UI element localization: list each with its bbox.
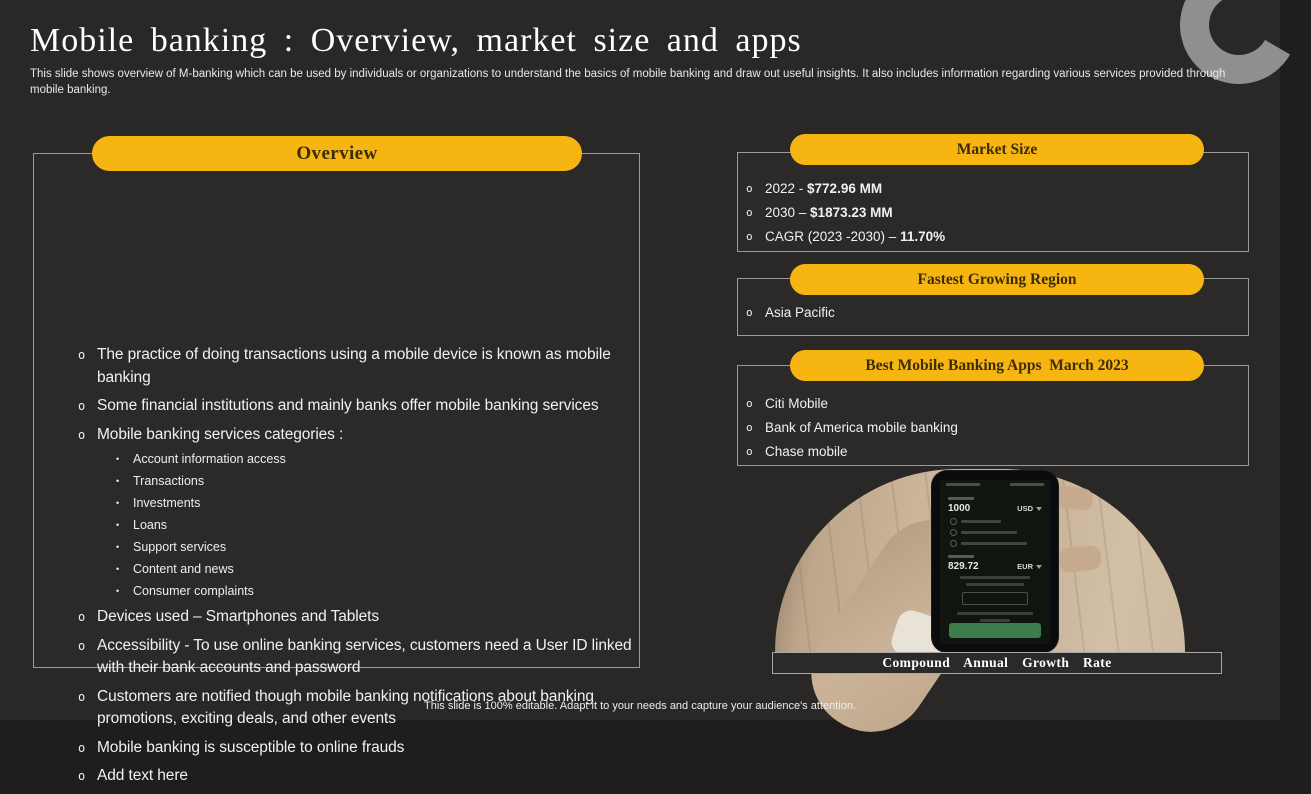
phone-status-bar xyxy=(946,483,1044,489)
list-item xyxy=(746,177,945,201)
send-label-bar xyxy=(948,497,974,500)
send-currency-dropdown: USD xyxy=(1017,504,1042,513)
sub-bullet-text: Content and news xyxy=(133,562,234,576)
info-text-bar xyxy=(960,576,1030,579)
receive-amount: 829.72 xyxy=(948,561,979,572)
bullet-text: Accessibility - To use online banking services, customers need a User ID linked with their bank accounts and password xyxy=(97,636,632,676)
bullet-marker: o xyxy=(746,306,753,319)
chevron-down-icon xyxy=(1036,565,1042,569)
list-item xyxy=(116,580,634,602)
phone-photo xyxy=(775,469,1185,652)
rate-detail-row xyxy=(950,518,1050,525)
list-item xyxy=(78,606,634,629)
list-item xyxy=(746,201,945,225)
market-size-header-label: Market Size xyxy=(956,140,1038,158)
list-item xyxy=(116,448,634,470)
market-size-2030: 2030 – $1873.23 MM xyxy=(765,205,893,220)
fastest-growing-region-header-label: Fastest Growing Region xyxy=(917,270,1077,288)
list-item xyxy=(78,395,634,418)
bullet-text: The practice of doing transactions using a mobile device is known as mobile banking xyxy=(97,346,611,386)
bullet-text: Some financial institutions and mainly banks offer mobile banking services xyxy=(97,397,599,414)
photo-smartphone xyxy=(932,471,1058,652)
bullet-marker: o xyxy=(78,740,86,755)
phone-screen xyxy=(940,480,1050,644)
overview-bullet-list xyxy=(78,344,634,794)
editable-note: This slide is 100% editable. Adapt it to your needs and capture your audience's attention. xyxy=(424,700,856,712)
photo-caption: Compound Annual Growth Rate xyxy=(772,652,1222,674)
slide-description: This slide shows overview of M-banking which can be used by individuals or organizations to understand the basics of mobile banking and draw out useful insights. It also includes information regarding various services provided through mobile banking. xyxy=(30,68,1226,96)
bullet-marker: o xyxy=(746,206,753,219)
list-item xyxy=(116,558,634,580)
list-item xyxy=(746,416,958,440)
photo-finger xyxy=(1052,484,1095,511)
list-item xyxy=(78,635,634,680)
app-name: Bank of America mobile banking xyxy=(765,420,958,435)
list-item xyxy=(116,492,634,514)
receive-row xyxy=(940,561,1050,572)
list-item xyxy=(116,536,634,558)
rate-detail-row xyxy=(950,529,1050,536)
sub-bullet-marker: • xyxy=(116,564,120,574)
bullet-marker: o xyxy=(78,427,86,442)
list-item xyxy=(116,470,634,492)
bullet-marker: o xyxy=(78,399,86,413)
list-item xyxy=(746,225,945,249)
list-item xyxy=(746,392,958,416)
list-item xyxy=(746,440,958,464)
receive-label-bar xyxy=(948,555,974,558)
continue-button xyxy=(949,623,1041,638)
bullet-marker: o xyxy=(746,230,753,243)
sub-bullet-marker: • xyxy=(116,476,120,486)
page-title: Mobile banking : Overview, market size and apps xyxy=(30,22,802,59)
receive-currency-dropdown: EUR xyxy=(1017,562,1042,571)
bullet-marker: o xyxy=(78,638,86,653)
bullet-marker: o xyxy=(746,445,753,458)
bullet-marker: o xyxy=(78,769,86,783)
sub-bullet-marker: • xyxy=(116,498,120,508)
list-item xyxy=(746,301,835,325)
list-item xyxy=(78,344,634,389)
best-apps-header-label: Best Mobile Banking Apps March 2023 xyxy=(865,356,1129,374)
info-text-bar xyxy=(980,619,1010,622)
best-apps-header-pill xyxy=(790,350,1204,381)
market-size-header-pill xyxy=(790,134,1204,165)
bullet-marker: o xyxy=(78,348,86,362)
bullet-text: Mobile banking is susceptible to online frauds xyxy=(97,738,405,756)
sub-bullet-marker: • xyxy=(116,586,120,596)
bullet-marker: o xyxy=(746,421,753,434)
sub-bullet-marker: • xyxy=(116,454,120,464)
overview-header-label: Overview xyxy=(296,142,378,164)
chevron-down-icon xyxy=(1036,507,1042,511)
overview-header-pill xyxy=(92,136,582,171)
region-name: Asia Pacific xyxy=(765,305,835,320)
app-name: Citi Mobile xyxy=(765,396,829,411)
market-size-2022: 2022 - $772.96 MM xyxy=(765,181,883,196)
bullet-marker: o xyxy=(746,182,753,195)
list-item xyxy=(116,514,634,536)
add-text-placeholder[interactable]: Add text here xyxy=(97,767,188,784)
bullet-marker: o xyxy=(78,689,86,704)
bullet-text: Customers are notified though mobile banking notifications about banking promotions, exciting deals, and other events xyxy=(97,687,594,727)
info-text-bar xyxy=(957,612,1033,615)
region-list xyxy=(746,301,835,325)
bullet-marker: o xyxy=(78,610,86,624)
sub-bullet-text: Support services xyxy=(133,540,227,554)
compare-button xyxy=(962,592,1028,605)
market-size-list xyxy=(746,177,945,249)
sub-bullet-text: Transactions xyxy=(133,474,205,488)
info-text-bar xyxy=(966,583,1024,586)
sub-bullet-marker: • xyxy=(116,520,120,530)
sub-bullet-text: Investments xyxy=(133,496,201,510)
send-amount: 1000 xyxy=(948,503,971,514)
fastest-growing-region-header-pill xyxy=(790,264,1204,295)
list-item xyxy=(78,765,634,788)
bullet-text: Devices used – Smartphones and Tablets xyxy=(97,608,379,625)
list-item xyxy=(78,737,634,760)
send-row xyxy=(940,503,1050,514)
bullet-marker: o xyxy=(746,397,753,410)
bullet-text: Mobile banking services categories : xyxy=(97,425,344,443)
sub-bullet-marker: • xyxy=(116,542,120,552)
sub-bullet-text: Account information access xyxy=(133,452,286,466)
apps-list xyxy=(746,392,958,464)
sub-bullet-text: Consumer complaints xyxy=(133,584,254,598)
market-size-panel xyxy=(737,152,1249,252)
categories-sublist xyxy=(116,448,634,602)
photo-finger xyxy=(1058,545,1102,573)
rate-detail-row xyxy=(950,540,1050,547)
market-size-cagr: CAGR (2023 -2030) – 11.70% xyxy=(765,229,946,244)
sub-bullet-text: Loans xyxy=(133,518,168,532)
app-name: Chase mobile xyxy=(765,444,848,459)
list-item xyxy=(78,424,634,447)
